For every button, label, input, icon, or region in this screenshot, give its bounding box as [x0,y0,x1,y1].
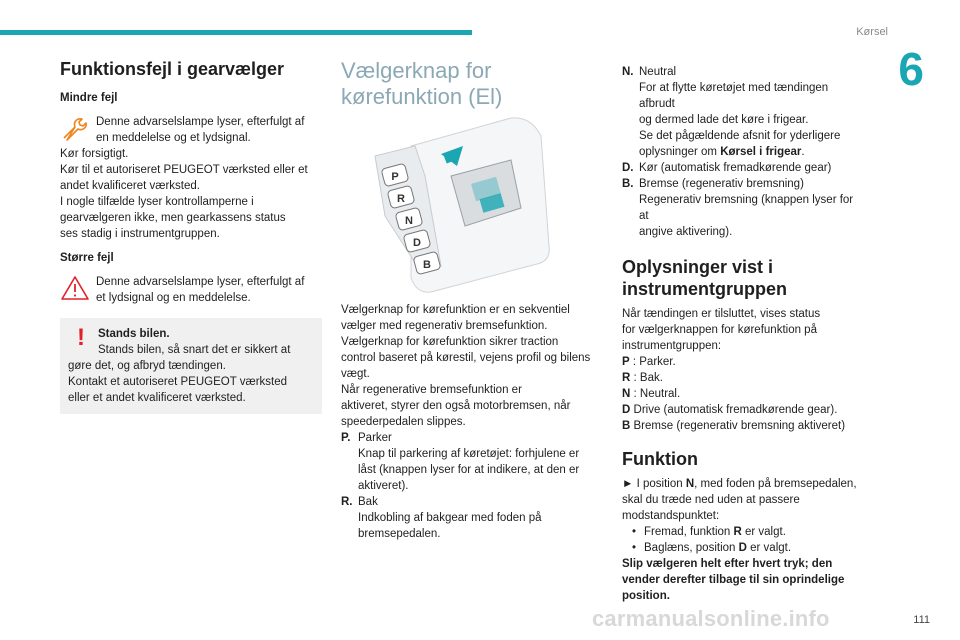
info-item-r: R : Bak. [622,372,663,384]
info-item-d: D Drive (automatisk fremadkørende gear). [622,404,838,416]
funktion-text: ► I position N, med foden på bremsepedalen, skal du træde ned uden at passere modstandspunktet: • Fremad, funktion R er valgt. • Baglæns, position D er valgt. Slip vælgeren helt efter hvert tryk; den vender derefter tilbage til sin oprindelige position. [622,476,862,604]
selector-letter-p: P [391,171,399,183]
selector-title: Vælgerknap for kørefunktion (El) [341,58,503,109]
column-3 [622,64,862,604]
selector-letter-d: D [413,237,421,249]
funktion-title: Funktion [622,449,698,469]
selector-letter-b: B [423,259,431,271]
info-text: Når tændingen er tilsluttet, vises status for vælgerknappen for kørefunktion på instrumentgruppen: P : Parker. R : Bak. N : Neutral. D Drive (automatisk fremadkørende gear). B Bremse (regenerativ bremsning aktiveret) [622,306,862,434]
section-name: Kørsel [856,26,888,38]
def-r: R. Bak Indkobling af bakgear med foden på bremsepedalen. [341,496,542,540]
exclamation-icon: ! [77,324,85,351]
def-n: N. Neutral For at flytte køretøjet med tændingen afbrudt og dermed lade det køre i frigear. Se det pågældende afsnit for yderligere oplysninger om Kørsel i frigear. [622,66,841,158]
watermark: carmanualsonline.info [592,606,830,631]
column-1 [60,58,324,414]
column-2 [341,58,593,542]
info-item-n: N : Neutral. [622,388,681,400]
chapter-number: 6 [898,43,924,95]
stop-warning-box: ! Stands bilen. Stands bilen, så snart det er sikkert at gøre det, og afbryd tændingen. Kontakt et autoriseret PEUGEOT værksted eller et andet kvalificeret værksted. [60,318,322,414]
info-item-b: B Bremse (regenerativ bremsning aktiveret) [622,420,846,432]
wrench-icon [60,114,92,146]
major-fault-notice: Denne advarselslampe lyser, efterfulgt af et lydsignal og en meddelelse. [60,274,324,306]
cross-reference: Kørsel i frigear [720,146,802,158]
list-item: • Baglæns, position D er valgt. [632,542,792,554]
warning-triangle-icon [60,274,92,306]
list-item: • Fremad, funktion R er valgt. [632,526,786,538]
minor-fault-text: Kør forsigtigt. Kør til et autoriseret PEUGEOT værksted eller et andet kvalificeret værksted. I nogle tilfælde lyser kontrollamperne i gearvælgeren ikke, men gearkassens status ses stadig i instrumentgruppen. [60,148,308,240]
minor-fault-notice: Denne advarselslampe lyser, efterfulgt af en meddelelse og et lydsignal. [60,114,324,146]
warning-title: Stands bilen. [98,328,170,340]
def-p: P. Parker Knap til parkering af køretøjet: forhjulene er låst (knappen lyser for at indikere, at den er aktiveret). [341,432,580,492]
major-fault-heading: Større fejl [60,252,114,264]
selector-letter-n: N [405,215,413,227]
def-b: B. Bremse (regenerativ bremsning) Regenerativ bremsning (knappen lyser for at angive aktivering). [622,178,854,238]
info-title: Oplysninger vist i instrumentgruppen [622,257,787,299]
section-title: Funktionsfejl i gearvælger [60,59,285,79]
def-d: D. Kør (automatisk fremadkørende gear) [622,162,832,174]
minor-fault-heading: Mindre fejl [60,92,118,104]
selector-letter-r: R [397,193,405,205]
info-item-p: P : Parker. [622,356,676,368]
selector-illustration [341,116,593,296]
page-number: 111 [913,614,930,626]
selector-description: Vælgerknap for kørefunktion er en sekventiel vælger med regenerativ bremsefunktion. Vælgerknap for kørefunktion sikrer traction control baseret på kørestil, vejens profil og bilens vægt. Når regenerative bremsefunktion er aktiveret, styrer den også motorbremsen, når speederpedalen slippes. [341,304,591,428]
top-accent-bar [0,30,472,35]
